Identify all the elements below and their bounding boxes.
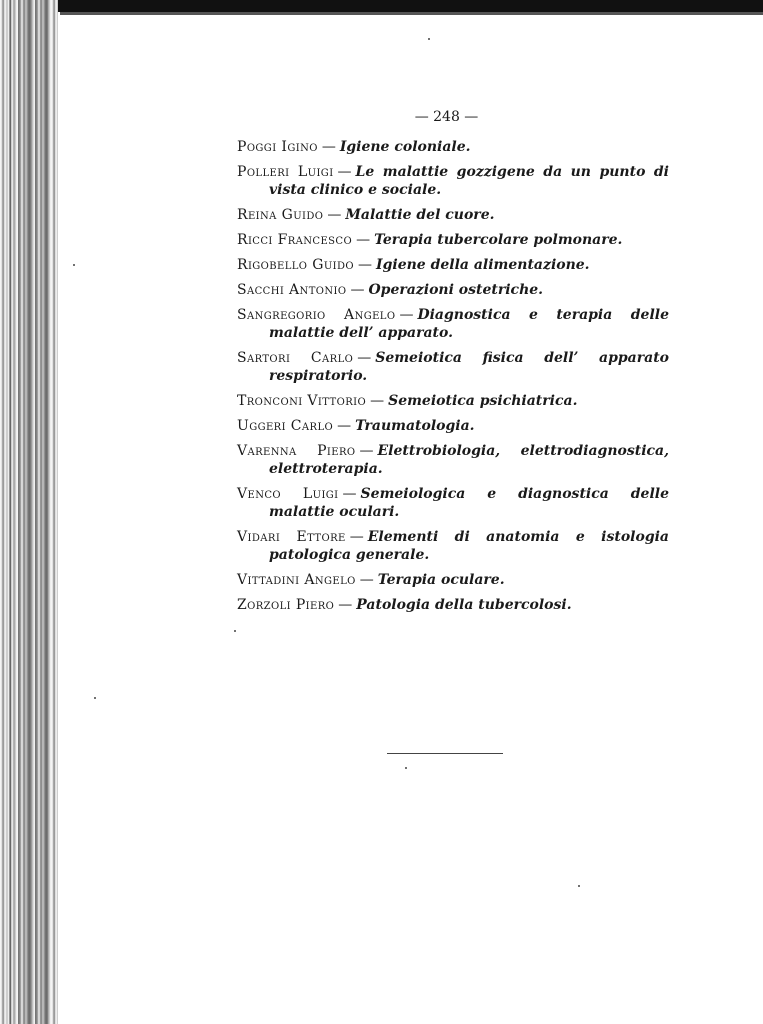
lecturer-name: Vidari Ettore [237,529,346,545]
list-item [237,206,669,224]
lecturer-name: Polleri Luigi [237,164,334,180]
separator-dash: — [356,232,371,248]
lecturer-name: Poggi Igino [237,139,318,155]
separator-dash: — [327,207,342,223]
separator-dash: — [357,350,372,366]
separator-dash: — [399,307,414,323]
separator-dash: — [337,164,352,180]
scan-speck [428,38,430,40]
course-title: Terapia tubercolare polmonare. [374,232,623,248]
course-title: Semeiotica fisica dell’ apparato respiratorio. [269,350,669,384]
lecturer-name: Varenna Piero [237,443,356,459]
separator-dash: — [350,282,365,298]
scan-top-border [0,0,763,12]
list-item [237,138,669,156]
list-item [237,596,669,614]
page-number: — 248 — [414,109,479,125]
lecturer-name: Venco Luigi [237,486,339,502]
lecturer-name: Tronconi Vittorio [237,393,367,409]
scan-top-shadow [60,12,763,15]
list-item [237,571,669,589]
list-item [237,528,669,564]
separator-dash: — [359,443,374,459]
scan-speck [234,630,236,632]
list-item [237,256,669,274]
list-item [237,306,669,342]
lecturer-name: Sangregorio Angelo [237,307,396,323]
scan-speck [405,767,407,769]
course-title: Elementi di anatomia e istologia patologica generale. [269,529,670,563]
lecturer-name: Zorzoli Piero [237,597,335,613]
lecturer-name: Rigobello Guido [237,257,355,273]
list-item [237,485,669,521]
closing-rule [387,753,503,754]
list-item [237,231,669,249]
course-title: Elettrobiologia, elettrodiagnostica, elettroterapia. [269,443,669,477]
course-title: Diagnostica e terapia delle malattie dell’ apparato. [269,307,669,341]
separator-dash: — [349,529,364,545]
list-item [237,392,669,410]
separator-dash: — [359,572,374,588]
separator-dash: — [338,597,353,613]
separator-dash: — [342,486,357,502]
book-spine-shadow [18,0,48,1024]
course-title: Operazioni ostetriche. [368,282,544,298]
course-title: Patologia della tubercolosi. [356,597,572,613]
lecturer-name: Vittadini Angelo [237,572,356,588]
lecturer-name: Sartori Carlo [237,350,354,366]
lecturer-name: Uggeri Carlo [237,418,334,434]
course-title: Semeiotica psichiatrica. [388,393,578,409]
course-title: Malattie del cuore. [345,207,495,223]
course-title: Igiene coloniale. [339,139,471,155]
course-title: Semeiologica e diagnostica delle malattie oculari. [269,486,669,520]
separator-dash: — [358,257,373,273]
scan-speck [94,697,96,699]
course-title: Traumatologia. [355,418,475,434]
lecturer-name: Ricci Francesco [237,232,353,248]
list-item [237,281,669,299]
lecturer-name: Reina Guido [237,207,324,223]
course-title: Le malattie gozzigene da un punto di vista clinico e sociale. [269,164,669,198]
list-item [237,442,669,478]
list-item [237,349,669,385]
scan-speck [73,264,75,266]
course-title: Igiene della alimentazione. [376,257,590,273]
list-item [237,163,669,199]
separator-dash: — [321,139,336,155]
list-item [237,417,669,435]
course-list [237,138,669,621]
course-title: Terapia oculare. [377,572,505,588]
separator-dash: — [337,418,352,434]
separator-dash: — [370,393,385,409]
scan-speck [578,885,580,887]
lecturer-name: Sacchi Antonio [237,282,347,298]
